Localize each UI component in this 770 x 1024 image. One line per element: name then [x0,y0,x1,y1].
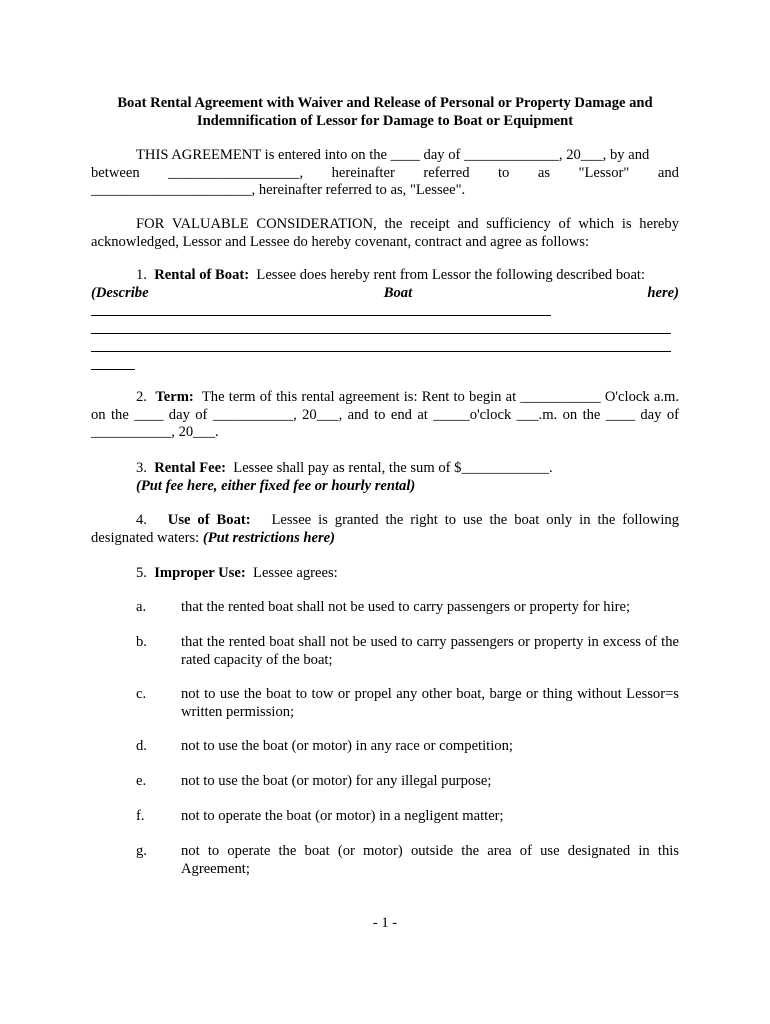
item-text: that the rented boat shall not be used to carry passengers or property in excess of the rated capacity of the boat; [181,634,679,668]
blank-line [91,369,135,370]
section-text: The term of this rental agreement is: Rent to begin at ___________ O'clock a.m. on the ____ day of ___________, 20___, and to end at _____o'clock ___.m. on the ____ day of ___________, 20___. [91,389,679,440]
section-text: Lessee agrees: [253,565,338,581]
section-rental-of-boat [91,267,679,285]
section-heading: Use of Boat: [167,512,251,528]
page-number: - 1 - [372,915,398,931]
section-use-of-boat [91,512,679,547]
intro-word: __________________, [168,164,304,181]
intro-word: to [498,164,510,181]
section-number: 5. [136,565,147,581]
intro-line-1: THIS AGREEMENT is entered into on the ____ day of _____________, 20___, by and [136,147,650,163]
intro-word: "Lessor" [578,164,630,181]
instruction-word: Boat [383,285,413,301]
section-heading: Term: [155,389,194,405]
intro-word: referred [423,164,470,181]
intro-word: and [657,164,679,181]
boat-description-instruction [91,285,679,303]
section-text: Lessee does hereby rent from Lessor the following described boat: [256,267,646,283]
intro-paragraph [91,147,679,200]
intro-word: as [537,164,551,181]
use-instruction: (Put restrictions here) [202,529,336,546]
intro-word: between [91,164,140,181]
title-line-2: Indemnification of Lessor for Damage to Boat or Equipment [196,112,574,129]
section-number: 2. [136,389,147,405]
item-letter: c. [136,686,147,702]
blank-line [91,333,671,334]
item-text: not to use the boat (or motor) for any illegal purpose; [181,773,492,789]
intro-line-2 [91,165,679,183]
instruction-word: here) [647,285,679,301]
item-text: not to use the boat to tow or propel any other boat, barge or thing without Lessor=s written permission; [181,686,679,720]
section-term [91,389,679,442]
blank-line [91,315,551,316]
blank-line [91,351,671,352]
item-letter: a. [136,599,147,615]
intro-line-3: ______________________, hereinafter referred to as, "Lessee". [91,182,466,198]
item-text: not to operate the boat (or motor) outside the area of use designated in this Agreement; [181,843,679,877]
item-letter: f. [136,808,145,824]
fee-instruction: (Put fee here, either fixed fee or hourly rental) [136,477,416,494]
item-text: that the rented boat shall not be used to carry passengers or property for hire; [181,599,631,615]
item-letter: e. [136,773,147,789]
document-page [91,0,679,1024]
instruction-word: (Describe [91,285,149,301]
consideration-paragraph: FOR VALUABLE CONSIDERATION, the receipt and sufficiency of which is hereby acknowledged, Lessor and Lessee do hereby covenant, contract and agree as follows: [91,216,679,250]
section-text: Lessee is granted the right to use the boat only in the following designated waters: [91,512,679,546]
item-text: not to operate the boat (or motor) in a negligent matter; [181,808,504,824]
section-rental-fee [91,460,679,495]
section-heading: Improper Use: [154,565,246,581]
document-title [91,95,679,130]
intro-word: hereinafter [331,164,395,181]
item-text: not to use the boat (or motor) in any race or competition; [181,738,513,754]
title-line-1: Boat Rental Agreement with Waiver and Release of Personal or Property Damage and [117,95,653,111]
section-number: 4. [136,512,147,528]
section-heading: Rental of Boat: [154,267,250,283]
section-improper-use [91,565,679,583]
item-letter: b. [136,634,147,650]
section-number: 3. [136,460,147,476]
item-letter: g. [136,843,147,859]
item-letter: d. [136,738,147,754]
section-number: 1. [136,267,147,283]
section-text: Lessee shall pay as rental, the sum of $____________. [233,460,553,476]
section-heading: Rental Fee: [154,460,226,476]
